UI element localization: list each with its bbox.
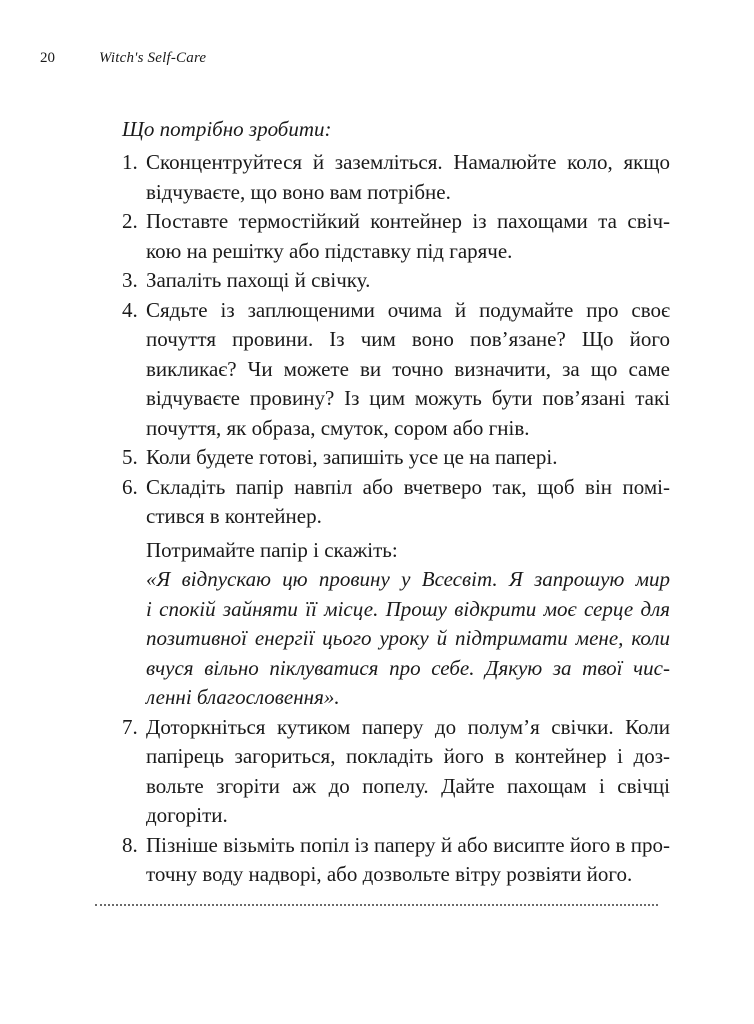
step-number: 8. (122, 832, 138, 857)
step-line: відчуваєте, що воно вам потрібне. (146, 179, 451, 204)
quote-line: вчуся вільно піклуватися про себе. Дякую за твої чис- (146, 655, 670, 680)
step-line: кою на решітку або підставку під гаряче. (146, 238, 513, 263)
step-line: викликає? Чи можете ви точно визначити, за що саме (146, 356, 670, 381)
step-line: Пізніше візьміть попіл із паперу й або висипте його в про- (146, 832, 670, 857)
step-number: 4. (122, 297, 138, 322)
step-item-1 (122, 148, 670, 207)
quote-line: позитивної енергії цього уроку й підтримати мене, коли (146, 626, 670, 650)
step-line: точну воду надворі, або дозвольте вітру розвіяти його. (146, 862, 633, 886)
step-line: Запаліть пахощі й свічку. (146, 268, 371, 292)
step-number: 1. (122, 150, 138, 174)
step-item-8 (122, 831, 670, 890)
step-item-6 (122, 473, 670, 713)
step-number: 2. (122, 209, 138, 233)
step-item-5 (122, 443, 670, 473)
step-line: відчуваєте провину? Із цим можуть бути пов’язані такі (146, 386, 670, 410)
step-line: Поставте термостійкий контейнер із пахощами та свіч- (146, 209, 670, 233)
step-item-7 (122, 713, 670, 831)
step-number: 5. (122, 445, 138, 469)
step-line: папірець загориться, покладіть його в контейнер і доз- (146, 744, 670, 768)
step-line: догоріти. (146, 803, 228, 827)
quote-line: ленні благословення». (146, 685, 340, 709)
section-heading: Що потрібно зробити: (122, 117, 332, 141)
page-body (122, 112, 670, 890)
step-number: 3. (122, 268, 138, 292)
quote-line: і спокій зайняти її місце. Прошу відкрити моє серце для (146, 596, 670, 621)
running-header (40, 50, 206, 67)
step-line: Сконцентруйтеся й заземліться. Намалюйте коло, якщо (146, 150, 670, 174)
step-line: стився в контейнер. (146, 504, 322, 528)
step-number: 7. (122, 714, 138, 739)
step-line: вольте згоріти аж до попелу. Дайте пахощам і свічці (146, 773, 670, 798)
step-line: Складіть папір навпіл або вчетверо так, щоб він помі- (146, 474, 670, 499)
step-line: почуття, як образа, смуток, сором або гнів. (146, 415, 530, 440)
step-line: Сядьте із заплющеними очима й подумайте про своє (146, 297, 670, 322)
page-number: 20 (40, 50, 55, 66)
dotted-divider (95, 904, 658, 906)
step-line: почуття провини. Із чим воно пов’язане? Що його (146, 327, 670, 351)
step-item-4 (122, 296, 670, 444)
step-line: Коли будете готові, запишіть усе це на папері. (146, 445, 558, 469)
book-title: Witch's Self-Care (99, 50, 207, 66)
step-item-3 (122, 266, 670, 296)
step-item-2 (122, 207, 670, 266)
quote-line: «Я відпускаю цю провину у Всесвіт. Я запрошую мир (146, 567, 670, 591)
step-instruction: Потримайте папір і скажіть: (146, 537, 398, 562)
step-number: 6. (122, 474, 138, 499)
step-line: Доторкніться кутиком паперу до полум’я свічки. Коли (146, 714, 670, 739)
